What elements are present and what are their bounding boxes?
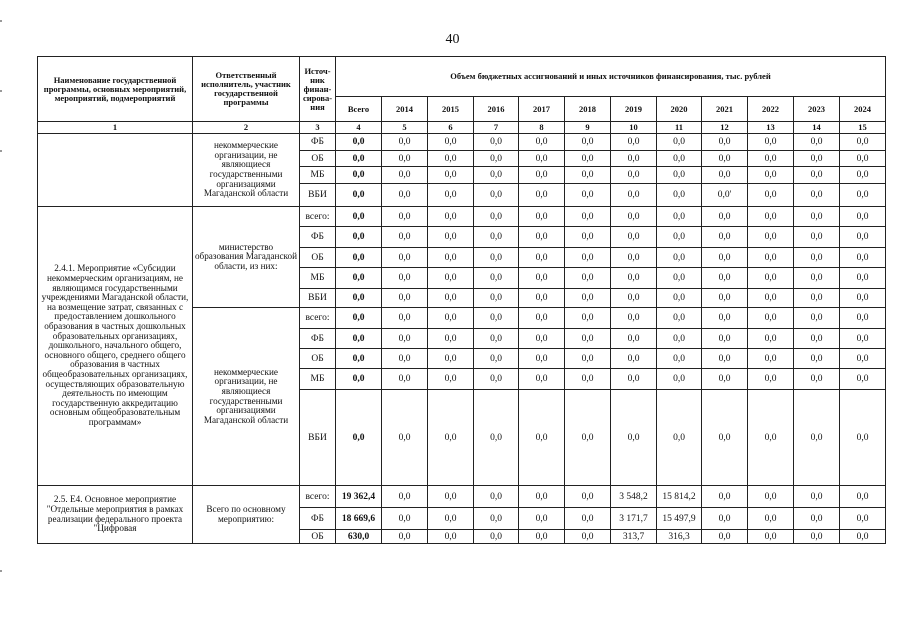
year-value-cell: 0,0 (382, 151, 428, 167)
year-value-cell: 0,0 (428, 151, 474, 167)
year-value-cell: 0,0 (474, 390, 519, 486)
column-index: 10 (611, 122, 657, 134)
year-value-cell: 0,0 (748, 207, 794, 227)
year-value-cell: 0,0 (840, 227, 886, 248)
table-row (38, 134, 886, 151)
year-header: 2015 (428, 97, 474, 122)
year-value-cell: 0,0 (657, 134, 702, 151)
year-value-cell: 0,0 (657, 329, 702, 349)
program-name-cell: 2.4.1. Мероприятие «Субсидии некоммерческим организациям, не являющимся государственными учреждениями Магаданской области, на возмещение затрат, связанных с предоставлением дошкольного образования в частных дошкольных образовательных организациях, дошкольного, начального общего, основного общего, среднего общего образования в частных общеобразовательных организациях, осуществляющих образовательную деятельность по имеющим государственную аккредитацию основным общеобразовательным программам» (38, 207, 193, 486)
year-value-cell: 0,0 (428, 369, 474, 390)
year-value-cell: 0,0 (657, 289, 702, 308)
executor-cell: Всего по основному мероприятию: (193, 486, 300, 544)
year-value-cell: 0,0 (565, 184, 611, 207)
year-header: Всего (336, 97, 382, 122)
header-name: Наименование государственной программы, основных мероприятий, мероприятий, подмероприятий (38, 57, 193, 122)
source-cell: ОБ (300, 151, 336, 167)
year-value-cell: 0,0 (474, 248, 519, 268)
year-value-cell: 0,0 (702, 134, 748, 151)
year-value-cell: 0,0 (428, 134, 474, 151)
year-value-cell: 0,0 (611, 289, 657, 308)
year-header: 2021 (702, 97, 748, 122)
year-value-cell: 0,0 (794, 167, 840, 184)
year-value-cell: 0,0 (519, 329, 565, 349)
total-cell: 0,0 (336, 207, 382, 227)
source-cell: ВБИ (300, 390, 336, 486)
year-value-cell: 0,0' (702, 184, 748, 207)
year-value-cell: 3 171,7 (611, 508, 657, 530)
year-value-cell: 0,0 (657, 369, 702, 390)
year-header: 2014 (382, 97, 428, 122)
total-cell: 0,0 (336, 184, 382, 207)
year-value-cell: 0,0 (474, 308, 519, 329)
year-value-cell: 0,0 (611, 227, 657, 248)
source-cell: ВБИ (300, 289, 336, 308)
year-value-cell: 0,0 (748, 134, 794, 151)
year-value-cell: 0,0 (794, 390, 840, 486)
year-value-cell: 0,0 (428, 530, 474, 544)
source-cell: ФБ (300, 508, 336, 530)
total-cell: 0,0 (336, 268, 382, 289)
year-value-cell: 0,0 (382, 227, 428, 248)
year-value-cell: 0,0 (382, 390, 428, 486)
year-value-cell: 0,0 (428, 268, 474, 289)
year-header: 2017 (519, 97, 565, 122)
year-value-cell: 0,0 (611, 248, 657, 268)
year-header: 2024 (840, 97, 886, 122)
header-volume: Объем бюджетных ассигнований и иных источников финансирования, тыс. рублей (336, 57, 886, 97)
year-header: 2020 (657, 97, 702, 122)
year-value-cell: 0,0 (702, 167, 748, 184)
header-executor: Ответственный исполнитель, участник государственной программы (193, 57, 300, 122)
year-value-cell: 0,0 (794, 248, 840, 268)
year-value-cell: 0,0 (611, 134, 657, 151)
year-value-cell: 0,0 (794, 530, 840, 544)
year-value-cell: 0,0 (611, 329, 657, 349)
source-cell: МБ (300, 167, 336, 184)
year-value-cell: 0,0 (519, 151, 565, 167)
column-index: 9 (565, 122, 611, 134)
year-value-cell: 0,0 (565, 390, 611, 486)
year-value-cell: 0,0 (519, 289, 565, 308)
year-value-cell: 0,0 (840, 151, 886, 167)
source-cell: МБ (300, 369, 336, 390)
table-body (38, 134, 886, 544)
year-value-cell: 0,0 (794, 134, 840, 151)
year-value-cell: 0,0 (840, 486, 886, 508)
total-cell: 0,0 (336, 308, 382, 329)
year-value-cell: 0,0 (565, 248, 611, 268)
year-value-cell: 0,0 (702, 289, 748, 308)
year-value-cell: 0,0 (657, 308, 702, 329)
year-value-cell: 0,0 (382, 349, 428, 369)
source-cell: МБ (300, 268, 336, 289)
total-cell: 0,0 (336, 134, 382, 151)
column-index: 11 (657, 122, 702, 134)
year-value-cell: 3 548,2 (611, 486, 657, 508)
column-index: 12 (702, 122, 748, 134)
year-value-cell: 0,0 (611, 207, 657, 227)
year-value-cell: 0,0 (565, 329, 611, 349)
year-value-cell: 0,0 (657, 390, 702, 486)
executor-cell: министерство образования Магаданской области, из них: (193, 207, 300, 308)
total-cell: 18 669,6 (336, 508, 382, 530)
column-index: 1 (38, 122, 193, 134)
year-value-cell: 0,0 (565, 486, 611, 508)
column-index: 3 (300, 122, 336, 134)
year-value-cell: 0,0 (611, 268, 657, 289)
year-value-cell: 15 814,2 (657, 486, 702, 508)
year-header: 2016 (474, 97, 519, 122)
year-value-cell: 0,0 (702, 369, 748, 390)
year-value-cell: 0,0 (565, 151, 611, 167)
year-value-cell: 0,0 (519, 508, 565, 530)
column-index: 8 (519, 122, 565, 134)
year-value-cell: 0,0 (657, 227, 702, 248)
year-value-cell: 0,0 (657, 167, 702, 184)
year-value-cell: 0,0 (840, 369, 886, 390)
total-cell: 0,0 (336, 289, 382, 308)
year-header: 2023 (794, 97, 840, 122)
year-value-cell: 0,0 (519, 227, 565, 248)
year-value-cell: 0,0 (474, 151, 519, 167)
year-value-cell: 0,0 (428, 508, 474, 530)
year-value-cell: 0,0 (657, 184, 702, 207)
year-value-cell: 0,0 (565, 369, 611, 390)
source-cell: ОБ (300, 349, 336, 369)
year-value-cell: 0,0 (748, 530, 794, 544)
year-value-cell: 0,0 (519, 248, 565, 268)
year-value-cell: 0,0 (840, 248, 886, 268)
year-value-cell: 0,0 (702, 329, 748, 349)
year-value-cell: 0,0 (428, 486, 474, 508)
program-name-cell (38, 134, 193, 207)
year-value-cell: 0,0 (794, 329, 840, 349)
scan-edge-mark (0, 150, 2, 152)
year-value-cell: 0,0 (657, 268, 702, 289)
year-value-cell: 0,0 (519, 486, 565, 508)
column-index: 14 (794, 122, 840, 134)
year-value-cell: 0,0 (428, 227, 474, 248)
year-value-cell: 0,0 (702, 486, 748, 508)
year-value-cell: 0,0 (382, 248, 428, 268)
year-value-cell: 0,0 (565, 349, 611, 369)
year-value-cell: 0,0 (611, 349, 657, 369)
year-value-cell: 0,0 (519, 207, 565, 227)
column-index: 2 (193, 122, 300, 134)
year-value-cell: 0,0 (840, 329, 886, 349)
year-value-cell: 0,0 (840, 167, 886, 184)
year-value-cell: 0,0 (794, 151, 840, 167)
source-cell: ОБ (300, 530, 336, 544)
year-value-cell: 0,0 (702, 268, 748, 289)
year-value-cell: 0,0 (382, 508, 428, 530)
year-value-cell: 0,0 (474, 508, 519, 530)
source-cell: ФБ (300, 134, 336, 151)
year-value-cell: 0,0 (565, 268, 611, 289)
scan-edge-mark (0, 570, 2, 572)
header-source: Источ-ник финан-сирова-ния (300, 57, 336, 122)
total-cell: 630,0 (336, 530, 382, 544)
year-value-cell: 0,0 (611, 369, 657, 390)
year-value-cell: 0,0 (519, 167, 565, 184)
year-value-cell: 0,0 (474, 369, 519, 390)
year-value-cell: 0,0 (382, 289, 428, 308)
year-value-cell: 0,0 (702, 508, 748, 530)
year-value-cell: 0,0 (428, 167, 474, 184)
year-value-cell: 0,0 (611, 167, 657, 184)
table-row (38, 486, 886, 508)
year-value-cell: 0,0 (748, 308, 794, 329)
year-value-cell: 0,0 (702, 248, 748, 268)
column-index: 6 (428, 122, 474, 134)
total-cell: 0,0 (336, 369, 382, 390)
year-value-cell: 0,0 (474, 268, 519, 289)
year-value-cell: 0,0 (611, 390, 657, 486)
year-value-cell: 0,0 (840, 390, 886, 486)
year-value-cell: 0,0 (428, 329, 474, 349)
year-value-cell: 0,0 (474, 134, 519, 151)
total-cell: 0,0 (336, 151, 382, 167)
year-value-cell: 0,0 (702, 151, 748, 167)
year-value-cell: 0,0 (840, 268, 886, 289)
table-row (38, 207, 886, 227)
year-value-cell: 0,0 (428, 207, 474, 227)
year-value-cell: 0,0 (748, 508, 794, 530)
year-value-cell: 0,0 (428, 184, 474, 207)
year-value-cell: 0,0 (748, 151, 794, 167)
total-cell: 0,0 (336, 248, 382, 268)
year-value-cell: 0,0 (382, 530, 428, 544)
year-value-cell: 0,0 (382, 184, 428, 207)
year-value-cell: 0,0 (474, 227, 519, 248)
year-value-cell: 313,7 (611, 530, 657, 544)
year-header: 2019 (611, 97, 657, 122)
year-value-cell: 0,0 (748, 227, 794, 248)
year-value-cell: 0,0 (519, 390, 565, 486)
year-value-cell: 0,0 (840, 508, 886, 530)
year-value-cell: 0,0 (794, 289, 840, 308)
year-value-cell: 0,0 (840, 184, 886, 207)
year-value-cell: 0,0 (565, 308, 611, 329)
year-value-cell: 0,0 (748, 184, 794, 207)
year-value-cell: 0,0 (382, 268, 428, 289)
year-value-cell: 0,0 (794, 486, 840, 508)
year-value-cell: 0,0 (519, 184, 565, 207)
year-value-cell: 0,0 (565, 289, 611, 308)
column-index: 5 (382, 122, 428, 134)
program-name-cell: 2.5. Е4. Основное мероприятие "Отдельные мероприятия в рамках реализации федерального проекта "Цифровая (38, 486, 193, 544)
year-value-cell: 0,0 (748, 369, 794, 390)
year-value-cell: 0,0 (565, 134, 611, 151)
year-value-cell: 0,0 (474, 349, 519, 369)
source-cell: ФБ (300, 329, 336, 349)
column-index: 13 (748, 122, 794, 134)
year-value-cell: 0,0 (657, 349, 702, 369)
year-header: 2018 (565, 97, 611, 122)
year-value-cell: 0,0 (657, 207, 702, 227)
year-value-cell: 0,0 (382, 308, 428, 329)
year-value-cell: 0,0 (474, 184, 519, 207)
year-value-cell: 0,0 (748, 329, 794, 349)
year-value-cell: 0,0 (519, 530, 565, 544)
total-cell: 0,0 (336, 329, 382, 349)
year-value-cell: 0,0 (565, 207, 611, 227)
year-value-cell: 0,0 (702, 349, 748, 369)
year-value-cell: 0,0 (382, 329, 428, 349)
year-value-cell: 0,0 (840, 134, 886, 151)
year-value-cell: 0,0 (748, 167, 794, 184)
year-value-cell: 0,0 (428, 289, 474, 308)
year-value-cell: 0,0 (519, 308, 565, 329)
total-cell: 0,0 (336, 349, 382, 369)
year-value-cell: 0,0 (519, 134, 565, 151)
scan-edge-mark (0, 90, 2, 92)
year-value-cell: 0,0 (428, 248, 474, 268)
source-cell: ОБ (300, 248, 336, 268)
year-value-cell: 0,0 (474, 329, 519, 349)
year-value-cell: 0,0 (565, 530, 611, 544)
header-index-row (38, 122, 886, 134)
year-value-cell: 0,0 (382, 207, 428, 227)
year-value-cell: 0,0 (840, 530, 886, 544)
total-cell: 0,0 (336, 167, 382, 184)
source-cell: всего: (300, 308, 336, 329)
year-value-cell: 0,0 (428, 349, 474, 369)
year-value-cell: 0,0 (611, 308, 657, 329)
year-value-cell: 0,0 (474, 486, 519, 508)
total-cell: 19 362,4 (336, 486, 382, 508)
year-value-cell: 0,0 (840, 289, 886, 308)
year-value-cell: 0,0 (474, 167, 519, 184)
column-index: 7 (474, 122, 519, 134)
year-value-cell: 0,0 (748, 268, 794, 289)
table-header (38, 57, 886, 134)
year-value-cell: 0,0 (748, 248, 794, 268)
year-value-cell: 0,0 (428, 308, 474, 329)
year-value-cell: 0,0 (794, 268, 840, 289)
year-value-cell: 0,0 (565, 167, 611, 184)
year-value-cell: 0,0 (611, 184, 657, 207)
year-value-cell: 0,0 (702, 530, 748, 544)
year-value-cell: 0,0 (748, 289, 794, 308)
year-value-cell: 0,0 (748, 390, 794, 486)
source-cell: всего: (300, 207, 336, 227)
year-value-cell: 0,0 (382, 486, 428, 508)
year-value-cell: 0,0 (794, 184, 840, 207)
executor-cell: некоммерческие организации, не являющиеся государственными организациями Магаданской области (193, 134, 300, 207)
year-value-cell: 0,0 (794, 207, 840, 227)
financing-table (37, 56, 886, 544)
year-value-cell: 0,0 (565, 508, 611, 530)
year-value-cell: 0,0 (702, 390, 748, 486)
source-cell: ФБ (300, 227, 336, 248)
scan-edge-mark (0, 20, 2, 22)
executor-cell: некоммерческие организации, не являющиеся государственными организациями Магаданской области (193, 308, 300, 486)
total-cell: 0,0 (336, 390, 382, 486)
year-value-cell: 0,0 (794, 349, 840, 369)
year-value-cell: 0,0 (702, 308, 748, 329)
year-value-cell: 0,0 (840, 349, 886, 369)
year-value-cell: 0,0 (382, 167, 428, 184)
source-cell: ВБИ (300, 184, 336, 207)
year-value-cell: 316,3 (657, 530, 702, 544)
year-value-cell: 0,0 (519, 349, 565, 369)
column-index: 15 (840, 122, 886, 134)
page-number: 40 (445, 32, 460, 47)
year-value-cell: 0,0 (428, 390, 474, 486)
year-value-cell: 0,0 (382, 369, 428, 390)
year-value-cell: 0,0 (519, 369, 565, 390)
year-value-cell: 0,0 (702, 227, 748, 248)
year-value-cell: 0,0 (748, 349, 794, 369)
year-value-cell: 0,0 (794, 308, 840, 329)
column-index: 4 (336, 122, 382, 134)
total-cell: 0,0 (336, 227, 382, 248)
source-cell: всего: (300, 486, 336, 508)
year-value-cell: 0,0 (382, 134, 428, 151)
year-header: 2022 (748, 97, 794, 122)
year-value-cell: 0,0 (474, 530, 519, 544)
year-value-cell: 0,0 (565, 227, 611, 248)
year-value-cell: 0,0 (519, 268, 565, 289)
year-value-cell: 0,0 (702, 207, 748, 227)
year-value-cell: 0,0 (748, 486, 794, 508)
year-value-cell: 0,0 (657, 151, 702, 167)
year-value-cell: 0,0 (794, 369, 840, 390)
year-value-cell: 0,0 (611, 151, 657, 167)
year-value-cell: 0,0 (794, 508, 840, 530)
year-value-cell: 0,0 (657, 248, 702, 268)
year-value-cell: 0,0 (840, 308, 886, 329)
year-value-cell: 15 497,9 (657, 508, 702, 530)
year-value-cell: 0,0 (474, 207, 519, 227)
year-value-cell: 0,0 (794, 227, 840, 248)
year-value-cell: 0,0 (474, 289, 519, 308)
year-value-cell: 0,0 (840, 207, 886, 227)
